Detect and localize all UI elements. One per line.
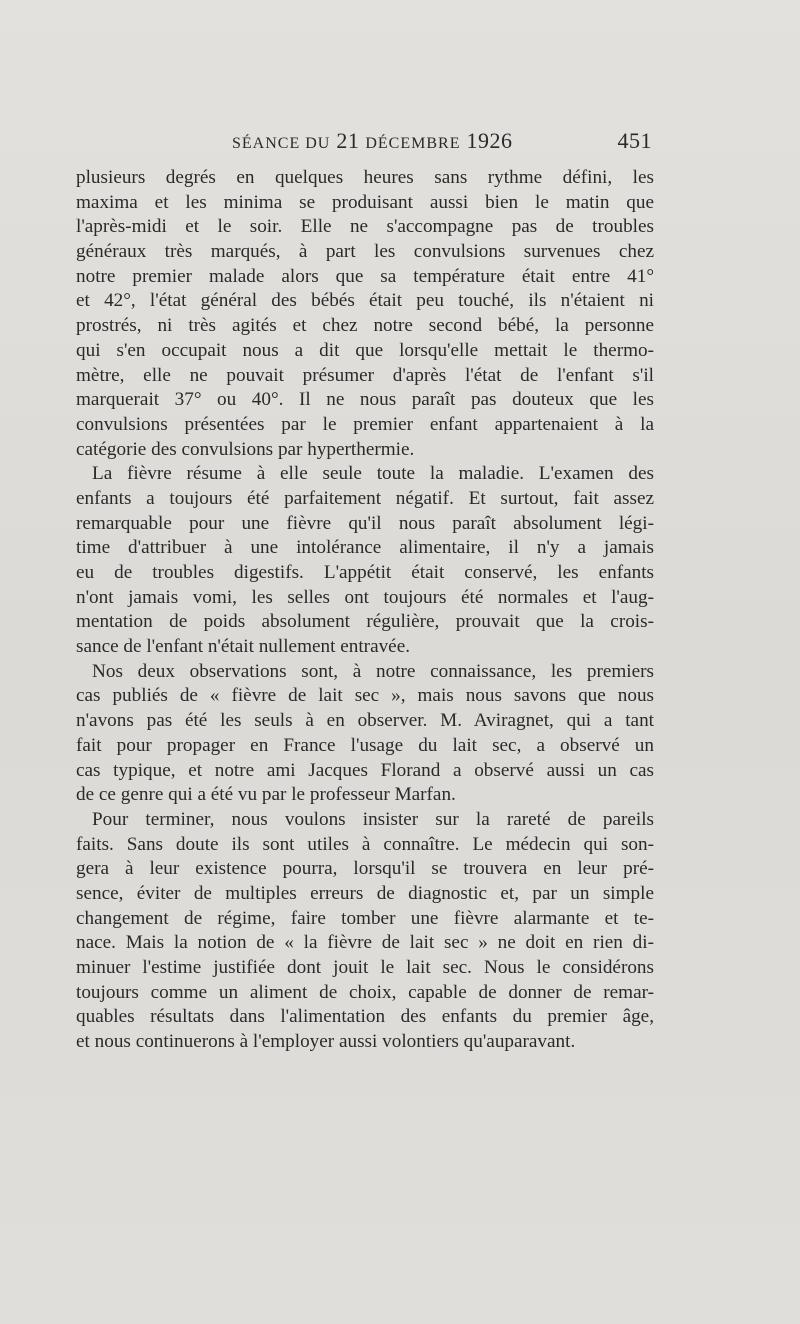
text-line: remarquable pour une fièvre qu'il nous paraît absolument légi- <box>76 512 654 534</box>
text-line: n'avons pas été les seuls à en observer. M. Aviragnet, qui a tant <box>76 710 654 732</box>
paragraph <box>76 660 654 808</box>
text-line: time d'attribuer à une intolérance alimentaire, il n'y a jamais <box>76 537 654 559</box>
running-title <box>232 128 512 154</box>
text-line: quables résultats dans l'alimentation des enfants du premier âge, <box>76 1006 654 1028</box>
paragraph <box>76 808 654 1055</box>
text-line: sance de l'enfant n'était nullement entravée. <box>76 636 411 658</box>
text-line: l'après-midi et le soir. Elle ne s'accompagne pas de troubles <box>76 216 654 238</box>
text-line: marquerait 37° ou 40°. Il ne nous paraît pas douteux que les <box>76 389 654 411</box>
text-line: qui s'en occupait nous a dit que lorsqu'elle mettait le thermo- <box>76 339 654 361</box>
text-line: mentation de poids absolument régulière, prouvait que la crois- <box>76 611 654 633</box>
text-line: mètre, elle ne pouvait présumer d'après l'état de l'enfant s'il <box>76 364 654 386</box>
text-line: cas publiés de « fièvre de lait sec », mais nous savons que nous <box>76 685 654 707</box>
paragraph <box>76 166 654 462</box>
text-line: plusieurs degrés en quelques heures sans rythme défini, les <box>76 167 654 188</box>
paragraph <box>76 462 654 660</box>
text-line: et nous continuerons à l'employer aussi volontiers qu'auparavant. <box>76 1031 576 1053</box>
text-line: Nos deux observations sont, à notre connaissance, les premiers <box>92 660 654 682</box>
text-line: faits. Sans doute ils sont utiles à connaître. Le médecin qui son- <box>76 833 654 855</box>
text-line: catégorie des convulsions par hyperthermie. <box>76 438 415 460</box>
text-line: maxima et les minima se produisant aussi bien le matin que <box>76 191 654 213</box>
text-line: de ce genre qui a été vu par le professeur Marfan. <box>76 784 456 806</box>
text-line: enfants a toujours été parfaitement négatif. Et surtout, fait assez <box>76 487 654 509</box>
text-line: cas typique, et notre ami Jacques Florand a observé aussi un cas <box>76 759 654 781</box>
text-line: notre premier malade alors que sa température était entre 41° <box>76 265 654 287</box>
text-line: convulsions présentées par le premier enfant appartenaient à la <box>76 413 654 435</box>
text-line: nace. Mais la notion de « la fièvre de lait sec » ne doit en rien di- <box>76 932 654 954</box>
text-line: prostrés, ni très agités et chez notre second bébé, la personne <box>76 315 654 337</box>
text-line: fait pour propager en France l'usage du lait sec, a observé un <box>76 734 654 756</box>
text-line: La fièvre résume à elle seule toute la maladie. L'examen des <box>92 463 654 485</box>
text-line: généraux très marqués, à part les convulsions survenues chez <box>76 241 654 263</box>
page-number: 451 <box>617 128 652 153</box>
body-text <box>76 166 654 1055</box>
running-header <box>232 128 652 158</box>
text-line: eu de troubles digestifs. L'appétit était conservé, les enfants <box>76 562 654 583</box>
running-title-month: DÉCEMBRE <box>365 135 461 152</box>
running-title-year: 1926 <box>466 128 513 153</box>
text-line: n'ont jamais vomi, les selles ont toujours été normales et l'aug- <box>76 586 654 608</box>
text-line: gera à leur existence pourra, lorsqu'il se trouvera en leur pré- <box>76 858 654 880</box>
text-line: sence, éviter de multiples erreurs de diagnostic et, par un simple <box>76 882 654 904</box>
text-line: minuer l'estime justifiée dont jouit le lait sec. Nous le considérons <box>76 957 654 978</box>
text-line: Pour terminer, nous voulons insister sur la rareté de pareils <box>92 808 654 830</box>
text-line: toujours comme un aliment de choix, capable de donner de remar- <box>76 981 654 1003</box>
running-title-prefix: SÉANCE DU <box>232 135 331 152</box>
running-title-day: 21 <box>336 128 360 153</box>
text-line: et 42°, l'état général des bébés était peu touché, ils n'étaient ni <box>76 290 654 312</box>
text-line: changement de régime, faire tomber une fièvre alarmante et te- <box>76 907 654 929</box>
